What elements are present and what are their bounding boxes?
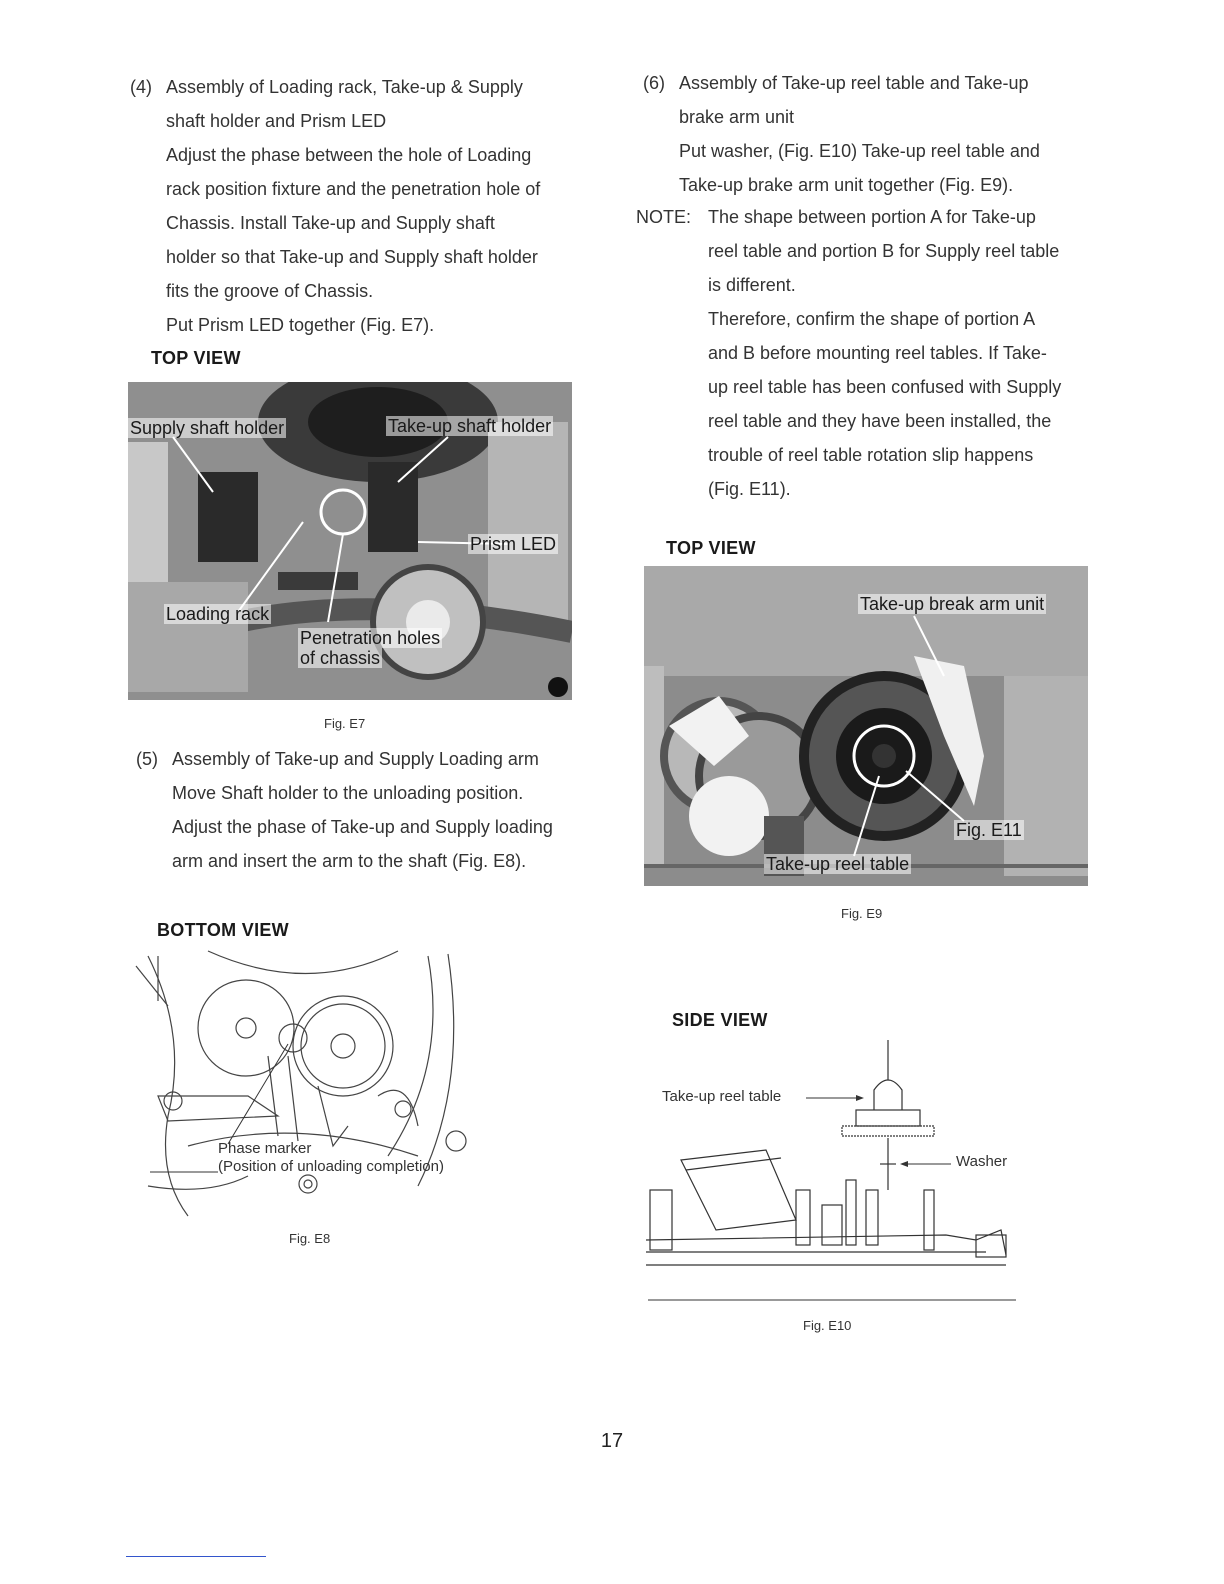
step-4-body-line: rack position fixture and the penetration hole of: [166, 179, 541, 199]
fig-e7-photo: [128, 382, 572, 700]
penetration-holes-label-2: of chassis: [300, 648, 381, 668]
note-line: trouble of reel table rotation slip happens: [708, 445, 1034, 465]
supply-shaft-holder-label: Supply shaft holder: [130, 418, 285, 438]
fig-e9-photo: [644, 566, 1088, 886]
fig-e8-drawing: [128, 946, 488, 1222]
fig-e10-caption: Fig. E10: [803, 1318, 852, 1333]
note-line: reel table and they have been installed, the: [708, 411, 1052, 431]
bottom-view-heading: BOTTOM VIEW: [157, 920, 289, 940]
step-6-title-line1: Assembly of Take-up reel table and Take-up: [679, 73, 1029, 93]
takeup-shaft-holder-label: Take-up shaft holder: [388, 416, 552, 436]
step-4-body-line: holder so that Take-up and Supply shaft holder: [166, 247, 538, 267]
step-4-body-line: Put Prism LED together (Fig. E7).: [166, 315, 435, 335]
prism-led-label: Prism LED: [470, 534, 557, 554]
note-section: [636, 200, 1112, 506]
step-5-body-line: arm and insert the arm to the shaft (Fig. E8).: [172, 851, 527, 871]
step-6-title-line2: brake arm unit: [679, 107, 795, 127]
step-6-body-line: Put washer, (Fig. E10) Take-up reel table and: [679, 141, 1040, 161]
penetration-holes-label: Penetration holes: [300, 628, 441, 648]
top-view-heading-left: TOP VIEW: [151, 348, 241, 368]
step-6-body-line: Take-up brake arm unit together (Fig. E9).: [679, 175, 1014, 195]
step-4-body-line: Chassis. Install Take-up and Supply shaft: [166, 213, 495, 233]
fig-e9-caption: Fig. E9: [841, 906, 883, 921]
fig-e8-caption: Fig. E8: [289, 1231, 331, 1246]
step-5-title: Assembly of Take-up and Supply Loading arm: [172, 749, 539, 769]
note-line: up reel table has been confused with Supply: [708, 377, 1062, 397]
step-6-section: [643, 66, 1113, 202]
note-line: (Fig. E11).: [708, 479, 791, 499]
step-5-body-line: Adjust the phase of Take-up and Supply loading: [172, 817, 553, 837]
note-label: NOTE:: [636, 207, 692, 227]
note-line: Therefore, confirm the shape of portion A: [708, 309, 1036, 329]
step-5-number: (5): [136, 749, 158, 769]
note-line: The shape between portion A for Take-up: [708, 207, 1036, 227]
fig-e7-caption: Fig. E7: [324, 716, 366, 731]
step-5-section: [136, 742, 606, 878]
fig-e10-image: [646, 1040, 1026, 1310]
takeup-reel-table-label: Take-up reel table: [766, 854, 910, 874]
fig-e10-washer-label: Washer: [956, 1153, 1008, 1170]
note-line: is different.: [708, 275, 796, 295]
note-line: and B before mounting reel tables. If Take-: [708, 343, 1047, 363]
loading-rack-label: Loading rack: [166, 604, 270, 624]
step-4-title-line2: shaft holder and Prism LED: [166, 111, 387, 131]
phase-marker-position-label: (Position of unloading completion): [218, 1158, 444, 1175]
fig-e10-reel-label: Take-up reel table: [662, 1088, 782, 1105]
step-4-number: (4): [130, 77, 152, 97]
step-4-title-line1: Assembly of Loading rack, Take-up & Supply: [166, 77, 523, 97]
note-line: reel table and portion B for Supply reel table: [708, 241, 1060, 261]
fig-e11-label: Fig. E11: [956, 820, 1022, 840]
side-view-heading: SIDE VIEW: [672, 1010, 768, 1030]
step-4-body-line: fits the groove of Chassis.: [166, 281, 374, 301]
step-4-section: [130, 70, 600, 342]
phase-marker-label: Phase marker: [218, 1140, 312, 1157]
page-number: 17: [600, 1430, 624, 1452]
takeup-brake-arm-label: Take-up break arm unit: [860, 594, 1045, 614]
step-6-number: (6): [643, 73, 665, 93]
fig-e8-image: [128, 946, 488, 1222]
fig-e10-drawing: [646, 1040, 1026, 1310]
step-4-body-line: Adjust the phase between the hole of Loading: [166, 145, 532, 165]
step-5-body-line: Move Shaft holder to the unloading position.: [172, 783, 524, 803]
top-view-heading-right: TOP VIEW: [666, 538, 756, 558]
footer-divider: [126, 1556, 266, 1557]
